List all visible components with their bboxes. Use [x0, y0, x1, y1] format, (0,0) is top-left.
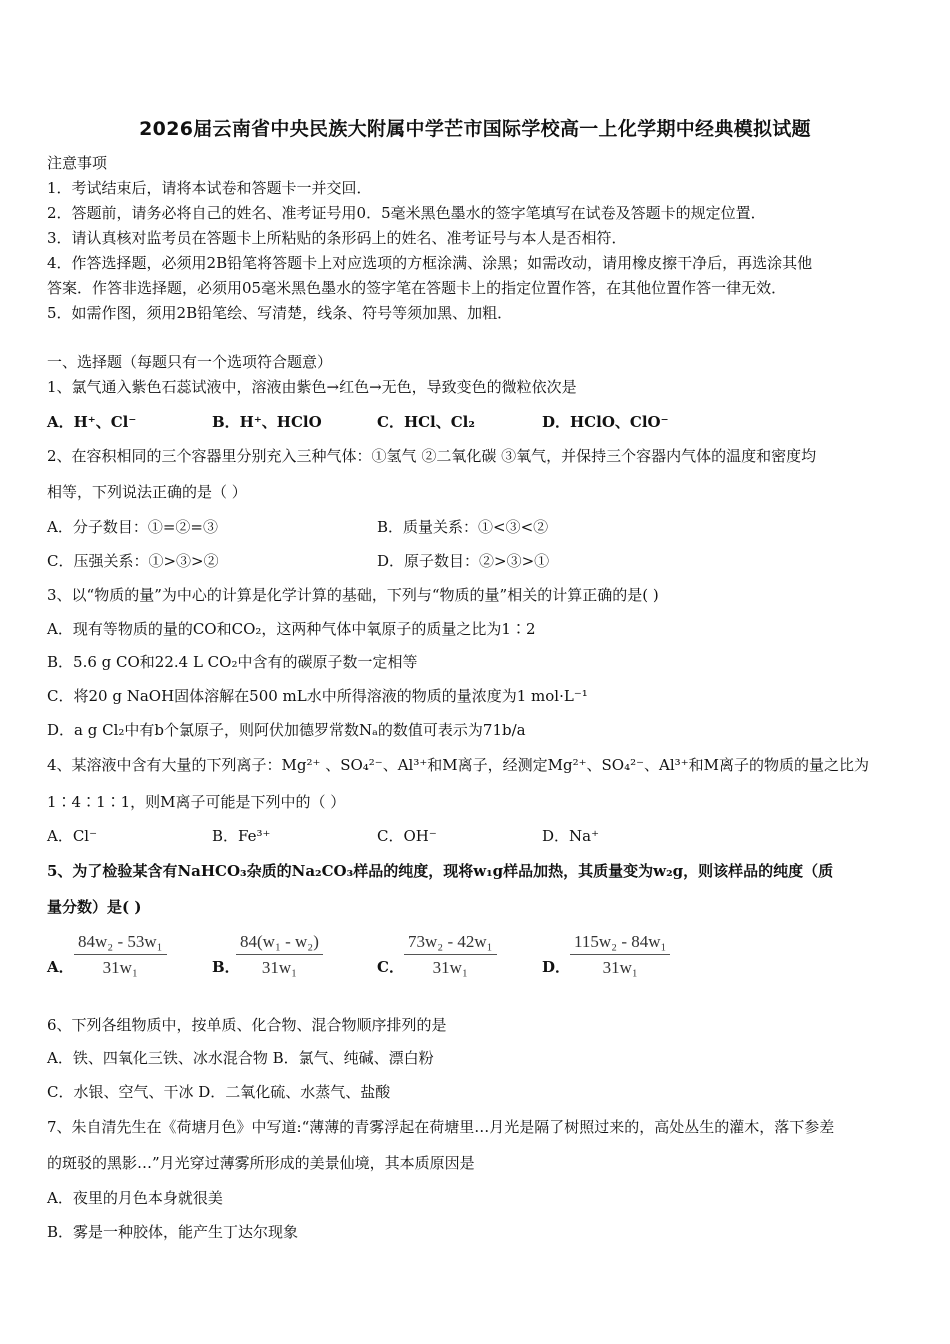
notice-item: 4．作答选择题，必须用2B铅笔将答题卡上对应选项的方框涂满、涂黑；如需改动，请用橡皮擦干净后，再选涂其他 [47, 254, 813, 272]
q1-option-c: C．HCl、Cl₂ [377, 413, 475, 431]
question-5-stem-cont: 量分数）是( ) [47, 898, 142, 916]
q1-option-d: D．HClO、ClO⁻ [542, 413, 669, 431]
fraction-numerator: 84w₂ - 53w₁ [74, 932, 167, 955]
q2-option-a: A．分子数目：①=②=③ [47, 518, 218, 536]
question-6-stem: 6、下列各组物质中，按单质、化合物、混合物顺序排列的是 [47, 1016, 447, 1034]
fraction-numerator: 115w₂ - 84w₁ [570, 932, 670, 955]
q4-option-c: C．OH⁻ [377, 827, 437, 845]
q4-option-b: B．Fe³⁺ [212, 827, 271, 845]
notice-heading: 注意事项 [47, 154, 108, 172]
fraction-denominator: 31w₁ [432, 958, 468, 977]
q3-option-b: B．5.6 g CO和22.4 L CO₂中含有的碳原子数一定相等 [47, 653, 418, 671]
section-heading: 一、选择题（每题只有一个选项符合题意） [47, 353, 333, 371]
fraction-denominator: 31w₁ [102, 958, 138, 977]
q7-option-a: A．夜里的月色本身就很美 [47, 1189, 223, 1207]
q3-option-a: A．现有等物质的量的CO和CO₂，这两种气体中氧原子的质量之比为1∶2 [47, 620, 536, 638]
question-2-stem-cont: 相等，下列说法正确的是（ ） [47, 483, 247, 501]
question-5-stem: 5、为了检验某含有NaHCO₃杂质的Na₂CO₃样品的纯度，现将w₁g样品加热，其质量变为w₂g，则该样品的纯度（质 [47, 862, 834, 880]
q5-option-c-fraction [404, 932, 497, 978]
fraction-numerator: 84(w₁ - w₂) [236, 932, 323, 955]
fraction-numerator: 73w₂ - 42w₁ [404, 932, 497, 955]
question-1-stem: 1、氯气通入紫色石蕊试液中，溶液由紫色→红色→无色，导致变色的微粒依次是 [47, 378, 577, 396]
notice-item: 2．答题前，请务必将自己的姓名、准考证号用0．5毫米黑色墨水的签字笔填写在试卷及答题卡的规定位置． [47, 204, 766, 222]
q5-option-b-fraction [236, 932, 323, 978]
notice-item: 答案．作答非选择题，必须用05毫米黑色墨水的签字笔在答题卡上的指定位置作答，在其他位置作答一律无效． [47, 279, 787, 297]
q6-options-ab: A．铁、四氧化三铁、冰水混合物 B．氯气、纯碱、漂白粉 [47, 1049, 434, 1067]
q2-option-c: C．压强关系：①>③>② [47, 552, 219, 570]
question-4-stem: 4、某溶液中含有大量的下列离子：Mg²⁺ 、SO₄²⁻、Al³⁺和M离子，经测定Mg²⁺、SO₄²⁻、Al³⁺和M离子的物质的量之比为 [47, 756, 869, 774]
notice-item: 1．考试结束后，请将本试卷和答题卡一并交回． [47, 179, 372, 197]
q5-option-c-label: C． [377, 958, 404, 976]
q5-option-d-fraction [570, 932, 670, 978]
q1-option-b: B．H⁺、HClO [212, 413, 322, 431]
fraction-denominator: 31w₁ [602, 958, 638, 977]
question-4-stem-cont: 1∶4∶1∶1，则M离子可能是下列中的（ ） [47, 793, 346, 811]
q5-option-d-label: D． [542, 958, 571, 976]
q3-option-d: D．a g Cl₂中有b个氯原子，则阿伏加德罗常数Nₐ的数值可表示为71b/a [47, 721, 526, 739]
q5-option-b-label: B． [212, 958, 240, 976]
q4-option-a: A．Cl⁻ [47, 827, 98, 845]
q2-option-b: B．质量关系：①<③<② [377, 518, 549, 536]
q2-option-d: D．原子数目：②>③>① [377, 552, 550, 570]
question-7-stem-cont: 的斑驳的黑影…”月光穿过薄雾所形成的美景仙境，其本质原因是 [47, 1154, 475, 1172]
notice-item: 3．请认真核对监考员在答题卡上所粘贴的条形码上的姓名、准考证号与本人是否相符． [47, 229, 627, 247]
q5-option-a-fraction [74, 932, 167, 978]
page-title: 2026届云南省中央民族大附属中学芒市国际学校高一上化学期中经典模拟试题 [139, 118, 811, 140]
q7-option-b: B．雾是一种胶体，能产生丁达尔现象 [47, 1223, 299, 1241]
notice-item: 5．如需作图，须用2B铅笔绘、写清楚，线条、符号等须加黑、加粗． [47, 304, 513, 322]
question-7-stem: 7、朱自清先生在《荷塘月色》中写道:“薄薄的青雾浮起在荷塘里…月光是隔了树照过来的，高处丛生的灌木，落下参差 [47, 1118, 835, 1136]
q3-option-c: C．将20 g NaOH固体溶解在500 mL水中所得溶液的物质的量浓度为1 mol·L⁻¹ [47, 687, 588, 705]
question-2-stem: 2、在容积相同的三个容器里分别充入三种气体：①氢气 ②二氧化碳 ③氧气，并保持三个容器内气体的温度和密度均 [47, 447, 817, 465]
q1-option-a: A．H⁺、Cl⁻ [47, 413, 137, 431]
q4-option-d: D．Na⁺ [542, 827, 600, 845]
question-3-stem: 3、以“物质的量”为中心的计算是化学计算的基础，下列与“物质的量”相关的计算正确的是( ) [47, 586, 659, 604]
q6-options-cd: C．水银、空气、干冰 D．二氧化硫、水蒸气、盐酸 [47, 1083, 391, 1101]
q5-option-a-label: A． [47, 958, 74, 976]
fraction-denominator: 31w₁ [261, 958, 298, 977]
